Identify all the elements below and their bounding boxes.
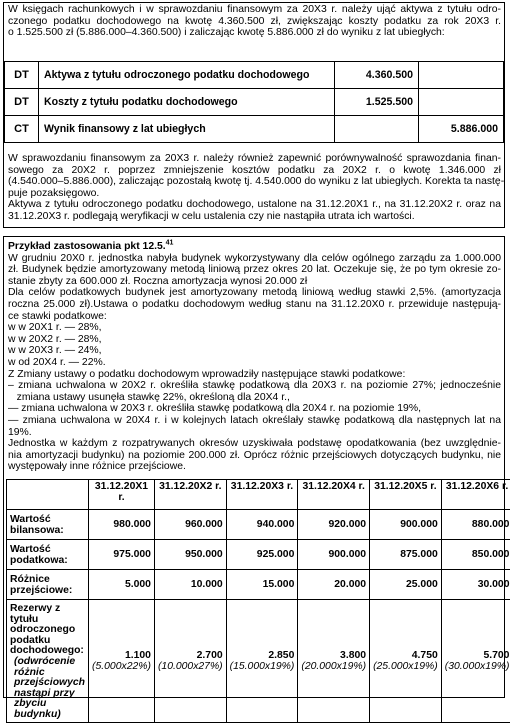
table-cell: 30.000	[441, 570, 510, 600]
reserve-calc: (25.000x19%)	[373, 661, 438, 672]
text-line: (4.540.000–5.886.000), zaliczając pozostałą kwotę tj. 4.540.000 do wyniku z lat ubiegłych. Korekta ta nastę-	[8, 176, 501, 188]
reserve-value: 1.100	[92, 650, 151, 661]
entry-credit	[419, 89, 504, 116]
table-row	[7, 510, 510, 540]
reserve-calc: (20.000x19%)	[301, 661, 366, 672]
example-title-text: Przykład zastosowania pkt 12.5.	[8, 241, 166, 252]
reserve-calc: (5.000x22%)	[92, 661, 151, 672]
table-cell: 940.000	[226, 510, 298, 540]
table-row	[5, 116, 504, 143]
table-cell: 880.000	[441, 510, 510, 540]
reserve-cell	[154, 600, 226, 723]
table-header-row	[7, 480, 510, 510]
row-label: Wartość bilansowa:	[7, 510, 89, 540]
column-header: 31.12.20X4 r.	[298, 480, 370, 510]
text-line: czonego podatku dochodowego na kwotę 4.360.500 zł, zwiększając koszty podatku za rok 20X3 r.	[8, 16, 501, 28]
text-line: Z Zmiany ustawy o podatku dochodowym wprowadziły następujące stawki podatkowe:	[8, 369, 501, 381]
journal-entry-box	[3, 2, 505, 228]
reserve-cell	[89, 600, 155, 723]
text-line: — zmiana uchwalona w 20X3 r. określiła stawkę podatkową dla 20X4 r. na poziomie 19%,	[8, 403, 501, 415]
entry-code: CT	[5, 116, 39, 143]
text-line: W grudniu 20X0 r. jednostka nabyła budynek wykorzystywany dla celów ogólnego zarządu za 1.000.000	[8, 253, 501, 265]
entry-credit	[419, 62, 504, 89]
reserve-calc: (10.000x27%)	[158, 661, 223, 672]
text-line: stanie zbyty za 600.000 zł. Roczna amortyzacja wynosi 20.000 zł	[8, 276, 501, 288]
text-line: roczna 25.000 zł).Ustawa o podatku dochodowym według stanu na 31.12.20X0 r. przewiduje następują-	[8, 299, 501, 311]
intro-paragraph	[8, 4, 501, 39]
text-line: ce stawki podatkowe:	[8, 311, 501, 323]
text-line: występowały inne różnice przejściowe.	[8, 461, 501, 473]
example-title	[8, 241, 501, 253]
entry-credit: 5.886.000	[419, 116, 504, 143]
column-header: 31.12.20X5 r.	[370, 480, 442, 510]
entry-description: Wynik finansowy z lat ubiegłych	[39, 116, 335, 143]
table-row	[7, 540, 510, 570]
entry-debit: 1.525.500	[335, 89, 419, 116]
text-line: W księgach rachunkowych i w sprawozdaniu finansowym za 20X3 r. należy ująć aktywa z tytułu odro-	[8, 4, 501, 16]
entry-debit: 4.360.500	[335, 62, 419, 89]
reserve-value: 4.750	[373, 650, 438, 661]
table-cell: 920.000	[298, 510, 370, 540]
table-cell: 980.000	[89, 510, 155, 540]
table-cell: 5.000	[89, 570, 155, 600]
closing-paragraph	[8, 153, 501, 223]
text-line: o 1.525.500 zł (5.886.000–4.360.500) i zaliczając kwotę 5.886.000 zł do wyniku z lat ubiegłych:	[8, 27, 501, 39]
text-line: w w 20X3 r. — 24%,	[8, 345, 501, 357]
reserve-cell	[441, 600, 510, 723]
column-header: 31.12.20X3 r.	[226, 480, 298, 510]
row-label: Wartość podatkowa:	[7, 540, 89, 570]
footnote-ref: 41	[166, 240, 174, 247]
table-cell: 950.000	[154, 540, 226, 570]
reserve-label-cell	[7, 600, 89, 723]
table-cell: 20.000	[298, 570, 370, 600]
reserve-calc: (30.000x19%)	[445, 661, 510, 672]
text-line: zmiana ustawy usunęła stawkę 22%, określoną dla 20X4 r.,	[8, 392, 501, 404]
header-empty-cell	[7, 480, 89, 510]
text-line: – zmiana uchwalona w 20X2 r. określiła stawkę podatkową dla 20X3 r. na poziomie 27%; jednocześnie	[8, 380, 501, 392]
text-line: w w 20X1 r. — 28%,	[8, 322, 501, 334]
table-cell: 10.000	[154, 570, 226, 600]
reserve-value: 2.850	[230, 650, 295, 661]
row-label: Różnice przejściowe:	[7, 570, 89, 600]
reserve-row	[7, 600, 510, 723]
reserve-cell	[298, 600, 370, 723]
table-row	[5, 89, 504, 116]
text-line: puje pozaksięgowo.	[8, 188, 501, 200]
reserve-calc: (15.000x19%)	[230, 661, 295, 672]
table-row	[7, 570, 510, 600]
entry-debit	[335, 116, 419, 143]
reserve-cell	[370, 600, 442, 723]
text-line: zł. Budynek będzie amortyzowany metodą liniową przez okres 20 lat. Oczekuje się, że po tym okresie zo-	[8, 264, 501, 276]
entry-code: DT	[5, 62, 39, 89]
table-row	[5, 62, 504, 89]
column-header: 31.12.20X1 r.	[89, 480, 155, 510]
table-cell: 900.000	[298, 540, 370, 570]
table-cell: 875.000	[370, 540, 442, 570]
column-header: 31.12.20X2 r.	[154, 480, 226, 510]
table-cell: 925.000	[226, 540, 298, 570]
table-cell: 850.000	[441, 540, 510, 570]
table-cell: 960.000	[154, 510, 226, 540]
table-cell: 900.000	[370, 510, 442, 540]
table-cell: 15.000	[226, 570, 298, 600]
reserve-label: Rezerwy z tytułu odroczonego podatku dochodowego:	[10, 604, 85, 657]
text-line: Jednostka w każdym z rozpatrywanych okresów uzyskiwała podstawę opodatkowania (bez uwzględnie-	[8, 438, 501, 450]
table-cell: 25.000	[370, 570, 442, 600]
reserve-note: (odwrócenie różnic przejściowych nastąpi przy zbyciu budynku)	[10, 657, 85, 721]
column-header: 31.12.20X6 r.	[441, 480, 510, 510]
text-line: w od 20X4 r. — 22%.	[8, 357, 501, 369]
text-line: 19%.	[8, 427, 501, 439]
text-line: Dla celów podatkowych budynek jest amortyzowany metodą liniową według stawki 2,5%. (amortyzacja	[8, 287, 501, 299]
entry-description: Aktywa z tytułu odroczonego podatku dochodowego	[39, 62, 335, 89]
example-text	[8, 241, 501, 473]
text-line: W sprawozdaniu finansowym za 20X3 r. należy również zapewnić porównywalność sprawozdania finan-	[8, 153, 501, 165]
text-line: 31.12.20X3 r. podlegają weryfikacji w celu ustalenia czy nie nastąpiła utrata ich wartości.	[8, 211, 501, 223]
reserve-value: 2.700	[158, 650, 223, 661]
text-line: nia amortyzacji budynku) na poziomie 200.000 zł. Oprócz różnic przejściowych dotyczących budynku, nie	[8, 450, 501, 462]
entry-code: DT	[5, 89, 39, 116]
entry-description: Koszty z tytułu podatku dochodowego	[39, 89, 335, 116]
deferred-tax-table	[6, 479, 510, 723]
example-box	[3, 236, 505, 698]
table-cell: 975.000	[89, 540, 155, 570]
journal-entries-table	[4, 61, 504, 143]
reserve-value: 3.800	[301, 650, 366, 661]
text-line: — zmiana uchwalona w 20X4 r. i w kolejnych latach określały stawkę podatkową dla następnych lat na	[8, 415, 501, 427]
text-line: sowego za 20X2 r. poprzez zmniejszenie kosztów podatku za 20X2 r. o kwotę 1.346.000 zł	[8, 165, 501, 177]
text-line: Aktywa z tytułu odroczonego podatku dochodowego, ustalone na 31.12.20X1 r., na 31.12.20X2 r. oraz na	[8, 199, 501, 211]
text-line: w w 20X2 r. — 28%,	[8, 334, 501, 346]
reserve-value: 5.700	[445, 650, 510, 661]
reserve-cell	[226, 600, 298, 723]
